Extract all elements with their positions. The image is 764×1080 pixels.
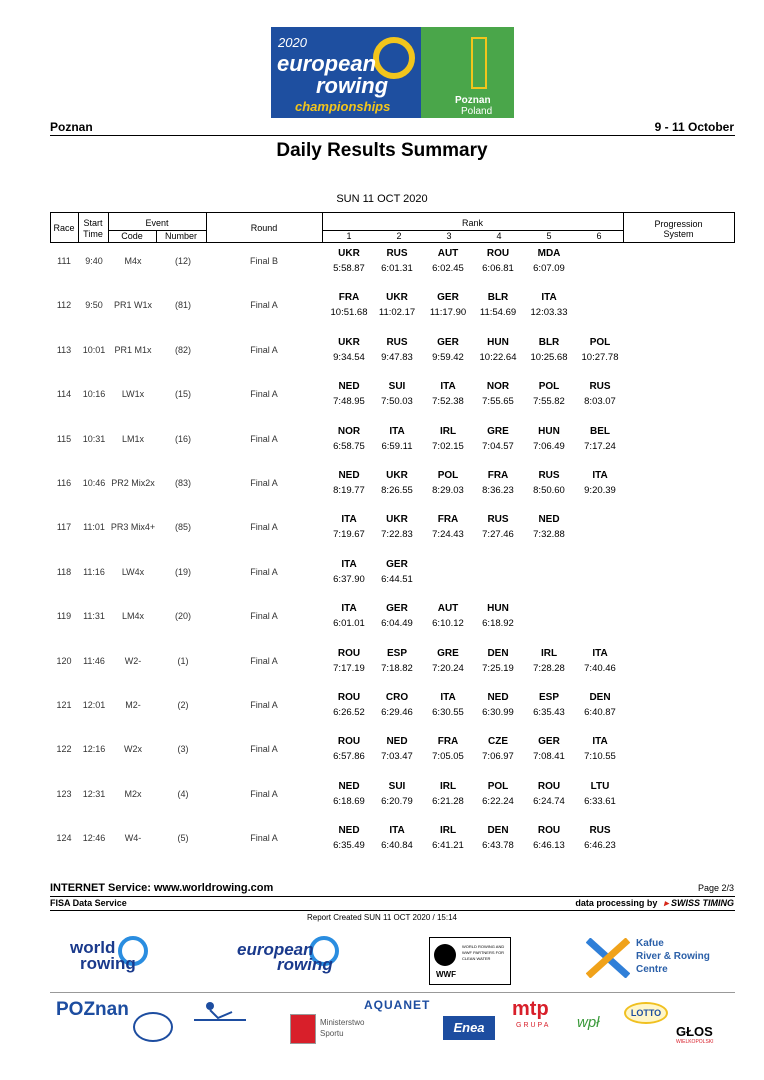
- logo-city: Poznan: [455, 95, 491, 106]
- ministry-line1: Ministerstwo: [320, 1018, 365, 1027]
- logo-line3: championships: [295, 99, 391, 114]
- rank-nation: ROU: [337, 647, 361, 659]
- event-code: M4x: [124, 256, 142, 266]
- rank-nation: UKR: [338, 248, 360, 259]
- rank-time: 6:58.75: [333, 440, 365, 452]
- round: Final A: [250, 344, 278, 355]
- european-rowing-logo: [237, 940, 333, 975]
- round: Final A: [250, 522, 278, 533]
- rank-nation: GER: [437, 292, 459, 304]
- event-code: PR1 M1x: [114, 344, 152, 355]
- col-rank: Rank: [461, 218, 483, 228]
- rank-nation: RUS: [538, 470, 560, 481]
- rank-nation: ITA: [341, 603, 357, 615]
- rank-nation: ROU: [537, 825, 561, 837]
- round: Final A: [250, 478, 278, 488]
- rank-time: 7:06.49: [533, 440, 565, 452]
- rank-time: 6:59.11: [381, 440, 413, 452]
- race-number: 119: [56, 611, 72, 622]
- rank-nation: GRE: [437, 647, 459, 659]
- rank-time: 7:55.65: [482, 396, 514, 408]
- event-number: (82): [174, 344, 191, 355]
- rank-nation: ROU: [337, 736, 361, 748]
- rank-time: 6:21.28: [432, 795, 464, 807]
- ministry-line2: Sportu: [320, 1029, 344, 1038]
- round: Final A: [250, 700, 278, 710]
- rank-nation: RUS: [589, 381, 611, 393]
- wwf-text: WORLD ROWING AND WWF PARTNERS FOR CLEAN WATER: [462, 944, 505, 961]
- rank-nation: GRE: [487, 425, 509, 437]
- event-number: (15): [174, 389, 191, 400]
- world-rowing-line1: world: [70, 938, 116, 957]
- round: Final A: [250, 655, 278, 666]
- rank-nation: HUN: [487, 603, 509, 615]
- rank-time: 6:01.01: [333, 618, 365, 630]
- rank-nation: GER: [437, 336, 459, 348]
- event-code: PR2 Mix2x: [111, 478, 155, 488]
- rank-nation: ITA: [592, 470, 608, 481]
- kafue-line3: Centre: [636, 964, 668, 975]
- lotto-logo: LOTTO: [624, 1002, 668, 1024]
- rank-nation: HUN: [538, 425, 560, 437]
- round: Final A: [250, 566, 278, 577]
- rank-nation: FRA: [338, 292, 360, 304]
- rank-nation: MDA: [537, 248, 561, 259]
- rank-time: 7:25.19: [482, 662, 514, 674]
- rank-nation: UKR: [338, 336, 360, 348]
- rank-nation: AUT: [437, 248, 459, 259]
- rank-nation: IRL: [540, 647, 558, 659]
- wwf-label: WWF: [436, 970, 456, 979]
- rank-time: 6:35.49: [333, 840, 365, 852]
- rank-nation: ROU: [486, 248, 510, 259]
- rank-time: 9:34.54: [333, 351, 365, 363]
- rank-nation: BLR: [487, 292, 509, 304]
- results-table-header: [50, 212, 735, 242]
- rank-nation: NED: [538, 514, 560, 526]
- event-number: (20): [174, 611, 191, 622]
- rank-nation: SUI: [388, 780, 406, 792]
- rank-time: 7:19.67: [333, 529, 365, 541]
- race-number: 117: [56, 522, 72, 533]
- rank-3: 3: [446, 231, 452, 241]
- rank-time: 5:58.87: [333, 263, 365, 274]
- wwf-logo: [429, 937, 511, 985]
- race-number: 123: [56, 788, 72, 799]
- rank-time: 6:44.51: [381, 573, 413, 585]
- race-number: 121: [56, 700, 72, 710]
- rank-nation: NED: [338, 381, 360, 393]
- event-number: (19): [174, 566, 191, 577]
- rank-nation: NED: [487, 692, 509, 703]
- rank-nation: DEN: [487, 825, 509, 837]
- race-number: 124: [56, 833, 72, 844]
- event-number: (83): [174, 478, 191, 488]
- glos-logo: GŁOS: [676, 1024, 713, 1039]
- col-race: Race: [53, 223, 75, 233]
- logo-year: 2020: [278, 35, 307, 50]
- race-number: 116: [56, 478, 72, 488]
- rank-time: 6:43.78: [482, 840, 514, 852]
- rank-time: 7:10.55: [584, 751, 616, 763]
- start-time: 12:46: [82, 833, 106, 844]
- rank-nation: POL: [538, 381, 560, 393]
- start-time: 9:40: [85, 256, 103, 266]
- rank-nation: GER: [386, 603, 408, 615]
- swiss-timing-icon: ▸: [663, 898, 669, 908]
- event-code: PR1 W1x: [113, 300, 152, 311]
- event-dates: 9 - 11 October: [654, 120, 734, 134]
- event-code: PR3 Mix4+: [110, 522, 156, 533]
- rank-nation: CRO: [385, 692, 409, 703]
- rank-time: 7:55.82: [533, 396, 565, 408]
- report-created: Report Created SUN 11 OCT 2020 / 15:14: [306, 913, 457, 922]
- rank-nation: ITA: [341, 558, 357, 570]
- page-title: Daily Results Summary: [276, 140, 488, 161]
- rank-time: 7:08.41: [533, 751, 565, 763]
- rank-time: 7:32.88: [533, 529, 565, 541]
- rank-time: 10:27.78: [581, 351, 619, 363]
- rank-6: 6: [596, 231, 602, 241]
- rank-time: 7:50.03: [381, 396, 413, 408]
- event-number: (12): [174, 256, 191, 266]
- rank-nation: ITA: [389, 425, 405, 437]
- start-time: 10:31: [82, 433, 106, 444]
- rank-1: 1: [346, 231, 352, 241]
- rank-time: 7:28.28: [533, 662, 565, 674]
- venue-city: Poznan: [50, 120, 93, 134]
- col-start: Start: [83, 218, 103, 228]
- rank-time: 7:52.38: [432, 396, 464, 408]
- rank-time: 7:17.19: [333, 662, 365, 674]
- rank-nation: POL: [589, 336, 611, 348]
- rank-nation: AUT: [437, 603, 459, 615]
- rank-time: 6:30.55: [432, 707, 464, 718]
- start-time: 11:46: [83, 655, 105, 666]
- panda-icon: [434, 944, 456, 966]
- logo-line2: rowing: [316, 73, 389, 98]
- round: Final A: [250, 833, 278, 844]
- round: Final A: [250, 389, 278, 400]
- european-rowing-line2: rowing: [277, 955, 333, 974]
- rank-time: 7:04.57: [482, 440, 514, 452]
- rank-nation: SUI: [388, 381, 406, 393]
- club-emblem-icon: [133, 1012, 173, 1042]
- rank-time: 6:01.31: [381, 263, 413, 274]
- event-code: W2-: [124, 655, 142, 666]
- rank-time: 7:06.97: [482, 751, 514, 763]
- event-code: W4-: [124, 833, 142, 844]
- event-number: (2): [177, 700, 189, 710]
- header-bottom-rule: [50, 242, 735, 243]
- rank-time: 9:47.83: [381, 351, 413, 363]
- rank-nation: ITA: [440, 381, 456, 393]
- rank-nation: CZE: [488, 736, 508, 748]
- mtp-sub: GRUPA: [516, 1022, 551, 1029]
- rank-time: 7:20.24: [432, 662, 464, 674]
- event-number: (85): [174, 522, 191, 533]
- rank-time: 6:30.99: [482, 707, 514, 718]
- event-number: (81): [174, 300, 191, 311]
- logo-country: Poland: [461, 106, 493, 117]
- race-number: 114: [56, 389, 72, 400]
- rank-nation: DEN: [589, 692, 611, 703]
- rank-time: 7:22.83: [381, 529, 413, 541]
- rank-nation: NED: [338, 470, 360, 481]
- rank-nation: DEN: [487, 647, 509, 659]
- rank-time: 6:06.81: [482, 263, 514, 274]
- race-number: 112: [56, 300, 72, 311]
- rank-time: 7:03.47: [381, 751, 413, 763]
- fisa-data-service: FISA Data Service: [50, 898, 127, 908]
- event-code: LM4x: [121, 611, 144, 622]
- round: Final A: [250, 433, 278, 444]
- rank-nation: UKR: [386, 292, 408, 304]
- rank-time: 6:40.84: [381, 840, 413, 852]
- rank-2: 2: [396, 231, 402, 241]
- wpl-logo: wpł: [577, 1014, 600, 1031]
- rank-nation: FRA: [437, 514, 459, 526]
- start-time: 10:46: [82, 478, 106, 488]
- sponsor-divider: [50, 992, 735, 993]
- swiss-timing-logo: [664, 898, 734, 908]
- logo-line1: european: [277, 51, 377, 76]
- rank-time: 8:29.03: [432, 485, 464, 496]
- rank-nation: ROU: [537, 780, 561, 792]
- event-code: LM1x: [121, 433, 144, 444]
- rank-nation: NED: [338, 825, 360, 837]
- rank-nation: ESP: [386, 647, 407, 659]
- rank-time: 7:27.46: [482, 529, 514, 541]
- event-number: (3): [177, 744, 189, 755]
- rank-nation: UKR: [386, 470, 408, 481]
- rank-nation: IRL: [439, 825, 457, 837]
- col-round: Round: [250, 223, 278, 233]
- col-progression: Progression: [654, 219, 703, 229]
- race-number: 118: [56, 566, 72, 577]
- rank-time: 7:24.43: [432, 529, 464, 541]
- tower-icon: [471, 37, 487, 89]
- eagle-emblem-icon: [290, 1014, 316, 1044]
- enea-logo: Enea: [443, 1016, 495, 1040]
- start-time: 12:16: [82, 744, 106, 755]
- rank-time: 6:35.43: [533, 707, 565, 718]
- rank-time: 6:57.86: [333, 751, 365, 763]
- rank-time: 6:46.13: [533, 840, 565, 852]
- rank-nation: IRL: [439, 425, 457, 437]
- rank-time: 6:33.61: [584, 795, 616, 807]
- rank-nation: NED: [338, 780, 360, 792]
- footer-rule-bottom: [50, 910, 735, 911]
- internet-service: INTERNET Service: www.worldrowing.com: [50, 882, 274, 894]
- kafue-line2: River & Rowing: [636, 951, 710, 962]
- start-time: 9:50: [85, 300, 103, 311]
- world-rowing-logo: [70, 938, 136, 974]
- rank-time: 10:25.68: [530, 351, 568, 363]
- rank-time: 7:40.46: [584, 662, 616, 674]
- rank-nation: BLR: [538, 336, 560, 348]
- data-processing: [575, 898, 734, 909]
- rank-time: 10:51.68: [330, 307, 368, 319]
- event-code: M2x: [124, 788, 142, 799]
- rank-nation: RUS: [386, 336, 408, 348]
- rank-nation: BEL: [590, 425, 610, 437]
- event-number: (16): [174, 433, 191, 444]
- rank-nation: RUS: [589, 825, 611, 837]
- rank-time: 6:07.09: [533, 263, 565, 274]
- rank-time: 11:54.69: [479, 307, 517, 319]
- rank-time: 12:03.33: [530, 307, 568, 319]
- rank-5: 5: [546, 231, 552, 241]
- rank-time: 8:03.07: [584, 396, 616, 408]
- kafue-logo: [586, 938, 710, 983]
- col-number: Number: [164, 231, 197, 241]
- rank-nation: RUS: [487, 514, 509, 526]
- event-code: W2x: [124, 744, 142, 755]
- championship-logo: [271, 27, 514, 118]
- glos-sub: WIELKOPOLSKI: [676, 1039, 714, 1045]
- rank-time: 6:20.79: [381, 795, 413, 807]
- round: Final B: [249, 256, 278, 266]
- event-code: LW4x: [121, 566, 145, 577]
- rank-time: 10:22.64: [479, 351, 517, 363]
- rank-nation: NED: [386, 736, 408, 748]
- rank-time: 11:17.90: [429, 307, 467, 319]
- event-code: LW1x: [121, 389, 145, 400]
- rank-time: 7:02.15: [432, 440, 464, 452]
- event-number: (5): [177, 833, 189, 844]
- start-time: 11:01: [83, 522, 105, 533]
- start-time: 10:01: [82, 344, 106, 355]
- page-number: Page 2/3: [697, 883, 734, 893]
- poznan-logo: POZnan: [56, 999, 129, 1020]
- rank-nation: FRA: [437, 736, 459, 748]
- event-number: (1): [177, 655, 189, 666]
- rank-nation: ITA: [389, 825, 405, 837]
- rank-time: 6:10.12: [432, 618, 464, 630]
- rank-nation: NOR: [486, 381, 510, 393]
- rank-time: 11:02.17: [378, 307, 416, 319]
- start-time: 12:01: [82, 700, 106, 710]
- rank-nation: GER: [538, 736, 560, 748]
- rank-nation: RUS: [386, 248, 408, 259]
- rank-nation: GER: [386, 558, 408, 570]
- col-code: Code: [121, 231, 143, 241]
- race-number: 111: [57, 256, 71, 266]
- start-time: 10:16: [82, 389, 106, 400]
- rank-time: 6:18.69: [333, 795, 365, 807]
- rower-icon: [192, 998, 248, 1028]
- rank-nation: POL: [437, 470, 459, 481]
- race-number: 120: [56, 655, 72, 666]
- rank-nation: LTU: [590, 780, 610, 792]
- kafue-x-icon: [586, 938, 630, 978]
- start-time: 11:31: [83, 611, 105, 622]
- rank-nation: UKR: [386, 514, 408, 526]
- rank-time: 6:40.87: [584, 707, 616, 718]
- rank-nation: ESP: [538, 692, 559, 703]
- rank-nation: HUN: [487, 336, 509, 348]
- race-number: 115: [56, 433, 72, 444]
- footer-rule-top: [50, 896, 735, 897]
- rank-nation: IRL: [439, 780, 457, 792]
- european-rowing-line1: european: [237, 940, 314, 959]
- start-time: 11:16: [83, 566, 105, 577]
- col-event: Event: [145, 218, 169, 228]
- day-label: SUN 11 OCT 2020: [336, 193, 428, 205]
- swiss-timing-text: SWISS TIMING: [671, 898, 734, 908]
- rank-nation: ITA: [440, 692, 456, 703]
- event-code: M2-: [125, 700, 141, 710]
- rank-time: 7:05.05: [432, 751, 464, 763]
- rank-nation: ROU: [337, 692, 361, 703]
- header-rule: [50, 135, 735, 136]
- world-rowing-line2: rowing: [80, 954, 136, 973]
- header-top-rule: [50, 212, 735, 213]
- rank-time: 7:48.95: [333, 396, 365, 408]
- rank-time: 6:29.46: [381, 707, 413, 718]
- round: Final A: [250, 788, 278, 799]
- rank-time: 8:36.23: [482, 485, 514, 496]
- rank-nation: ITA: [541, 292, 557, 304]
- rank-nation: POL: [487, 780, 509, 792]
- col-divider: [734, 212, 735, 242]
- round: Final A: [250, 300, 278, 311]
- rank-time: 6:24.74: [533, 795, 565, 807]
- rank-nation: ITA: [592, 736, 608, 748]
- col-time: Time: [83, 229, 103, 239]
- kafue-line1: Kafue: [636, 938, 664, 949]
- rank-time: 6:02.45: [432, 263, 464, 274]
- rank-time: 6:46.23: [584, 840, 616, 852]
- col-progression-system: System: [663, 229, 694, 239]
- rank-nation: ITA: [592, 647, 608, 659]
- data-processing-label: data processing by: [575, 898, 658, 908]
- rowing-federation-logo: [192, 998, 248, 1028]
- rank-time: 8:19.77: [333, 485, 365, 496]
- rank-time: 8:26.55: [381, 485, 413, 496]
- rank-time: 6:22.24: [482, 795, 514, 807]
- rank-time: 7:18.82: [381, 662, 413, 674]
- rank-nation: FRA: [487, 470, 509, 481]
- start-time: 12:31: [82, 788, 106, 799]
- rank-time: 6:18.92: [482, 618, 514, 630]
- rank-nation: NOR: [337, 425, 361, 437]
- rank-time: 9:20.39: [584, 485, 616, 496]
- rank-nation: ITA: [341, 514, 357, 526]
- rank-time: 6:41.21: [432, 840, 464, 852]
- race-number: 113: [56, 344, 72, 355]
- aquanet-logo: AQUANET: [364, 998, 431, 1012]
- event-number: (4): [177, 788, 189, 799]
- round: Final A: [250, 611, 278, 622]
- mtp-logo: mtp: [512, 998, 549, 1020]
- rank-time: 6:26.52: [333, 707, 365, 718]
- rank-time: 9:59.42: [432, 351, 464, 363]
- rank-time: 7:17.24: [584, 440, 616, 452]
- rank-time: 8:50.60: [533, 485, 565, 496]
- rank-time: 6:04.49: [381, 618, 413, 630]
- rank-4: 4: [496, 231, 502, 241]
- ministry-logo: [290, 1014, 365, 1044]
- round: Final A: [250, 744, 278, 755]
- rank-time: 6:37.90: [333, 573, 365, 585]
- race-number: 122: [56, 744, 72, 755]
